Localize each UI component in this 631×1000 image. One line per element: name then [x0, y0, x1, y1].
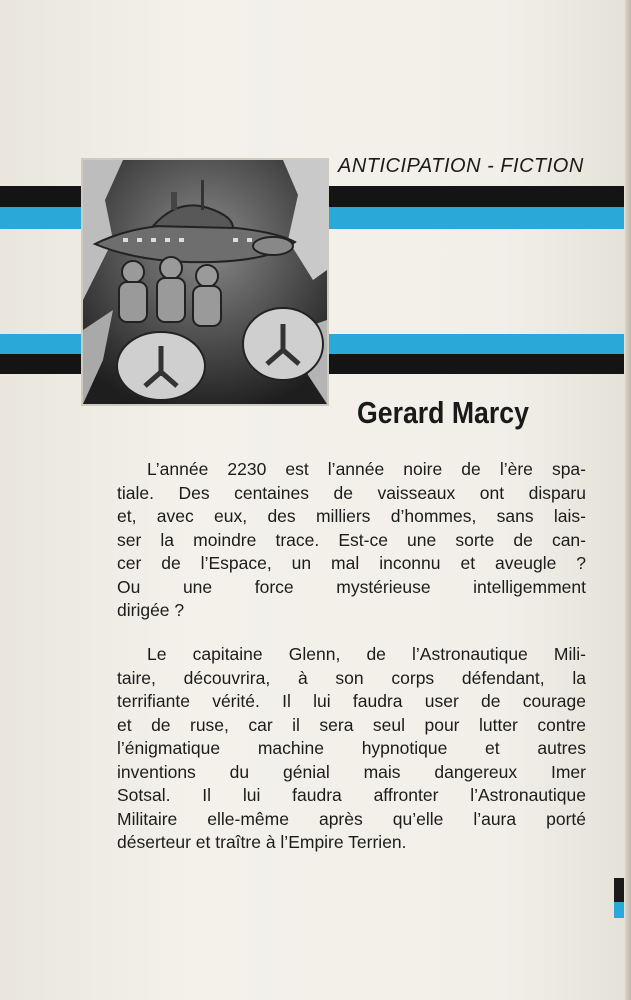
blurb-line: dirigée ? [117, 600, 185, 620]
blurb-line: déserteur et traître à l’Empire Terrien. [117, 832, 407, 852]
blurb-line: Ou une force mystérieuse intelligemment [117, 576, 586, 597]
blurb-line: et de ruse, car il sera seul pour lutter contre [117, 714, 586, 735]
blurb-line: terrifiante vérité. Il lui faudra user de courage [117, 691, 586, 711]
blurb-line: et, avec eux, des milliers d’hommes, sans lais- [117, 506, 586, 526]
author-name: Gerard Marcy [357, 395, 529, 430]
spaceship-illustration-icon [83, 160, 327, 404]
blurb-line: L’année 2230 est l’année noire de l’ère spa- [147, 459, 586, 479]
spine-mark-blue [614, 902, 624, 918]
cover-edge [625, 0, 631, 1000]
series-title: ANTICIPATION - FICTION [338, 155, 584, 177]
blurb-line: Le capitaine Glenn, de l’Astronautique Mili- [147, 644, 586, 664]
blurb-line: taire, découvrira, à son corps défendant, la [117, 667, 586, 688]
spaceship-illustration [81, 158, 329, 406]
blurb-paragraph-2 [117, 643, 586, 855]
blurb-line: l’énigmatique machine hypnotique et autres [117, 738, 586, 758]
blurb-paragraph-1 [117, 458, 586, 623]
blurb-line: Sotsal. Il lui faudra affronter l’Astronautique [117, 785, 586, 805]
blurb-line: ser la moindre trace. Est-ce une sorte de can- [117, 529, 586, 550]
blurb-line: cer de l’Espace, un mal inconnu et aveugle ? [117, 553, 586, 573]
blurb-line: tiale. Des centaines de vaisseaux ont disparu [117, 482, 586, 503]
blurb-line: Militaire elle-même après qu’elle l’aura porté [117, 808, 586, 829]
blurb-line: inventions du génial mais dangereux Imer [117, 761, 586, 782]
